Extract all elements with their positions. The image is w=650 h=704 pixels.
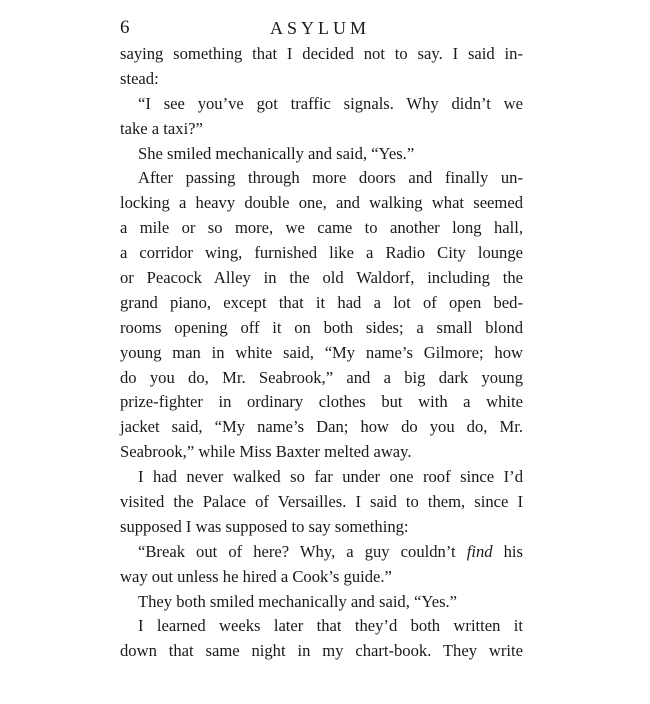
text-line: take a taxi?”	[120, 118, 203, 138]
text-line: jacket said, “My name’s Dan; how do you do, Mr.	[120, 417, 523, 437]
text-line: a mile or so more, we came to another long hall,	[120, 218, 523, 238]
text-line: way out unless he hired a Cook’s guide.”	[120, 566, 392, 586]
page-header	[120, 16, 523, 40]
text-line: supposed I was supposed to say something:	[120, 516, 409, 536]
text-line: prize-fighter in ordinary clothes but with a white	[120, 392, 523, 412]
text-line: I learned weeks later that they’d both written it	[138, 616, 523, 636]
text-segment: his	[492, 541, 523, 561]
text-line: down that same night in my chart-book. They write	[120, 641, 523, 661]
text-line: rooms opening off it on both sides; a small blond	[120, 317, 523, 337]
text-line: “I see you’ve got traffic signals. Why didn’t we	[138, 93, 523, 113]
text-line: Seabrook,” while Miss Baxter melted away.	[120, 442, 412, 462]
body-text	[120, 42, 523, 664]
text-line: locking a heavy double one, and walking what seemed	[120, 193, 523, 213]
emphasis-text: find	[466, 541, 493, 561]
book-page	[120, 16, 523, 664]
text-segment: “Break out of here? Why, a guy couldn’t	[138, 541, 467, 561]
page-number: 6	[120, 17, 130, 38]
text-line: I had never walked so far under one roof since I’d	[138, 467, 523, 487]
text-line: She smiled mechanically and said, “Yes.”	[138, 143, 415, 163]
text-line: do you do, Mr. Seabrook,” and a big dark young	[120, 367, 523, 387]
text-line: grand piano, except that it had a lot of open bed-	[120, 292, 523, 312]
text-line: stead:	[120, 68, 159, 88]
text-line: They both smiled mechanically and said, “Yes.”	[138, 591, 458, 611]
text-line: young man in white said, “My name’s Gilmore; how	[120, 342, 523, 362]
text-line: After passing through more doors and finally un-	[138, 168, 523, 188]
running-head: ASYLUM	[270, 18, 371, 38]
text-line: or Peacock Alley in the old Waldorf, including the	[120, 268, 523, 288]
text-line: visited the Palace of Versailles. I said to them, since I	[120, 492, 523, 512]
text-line	[120, 540, 523, 565]
text-line: saying something that I decided not to say. I said in-	[120, 44, 523, 63]
text-line: a corridor wing, furnished like a Radio City lounge	[120, 243, 523, 263]
